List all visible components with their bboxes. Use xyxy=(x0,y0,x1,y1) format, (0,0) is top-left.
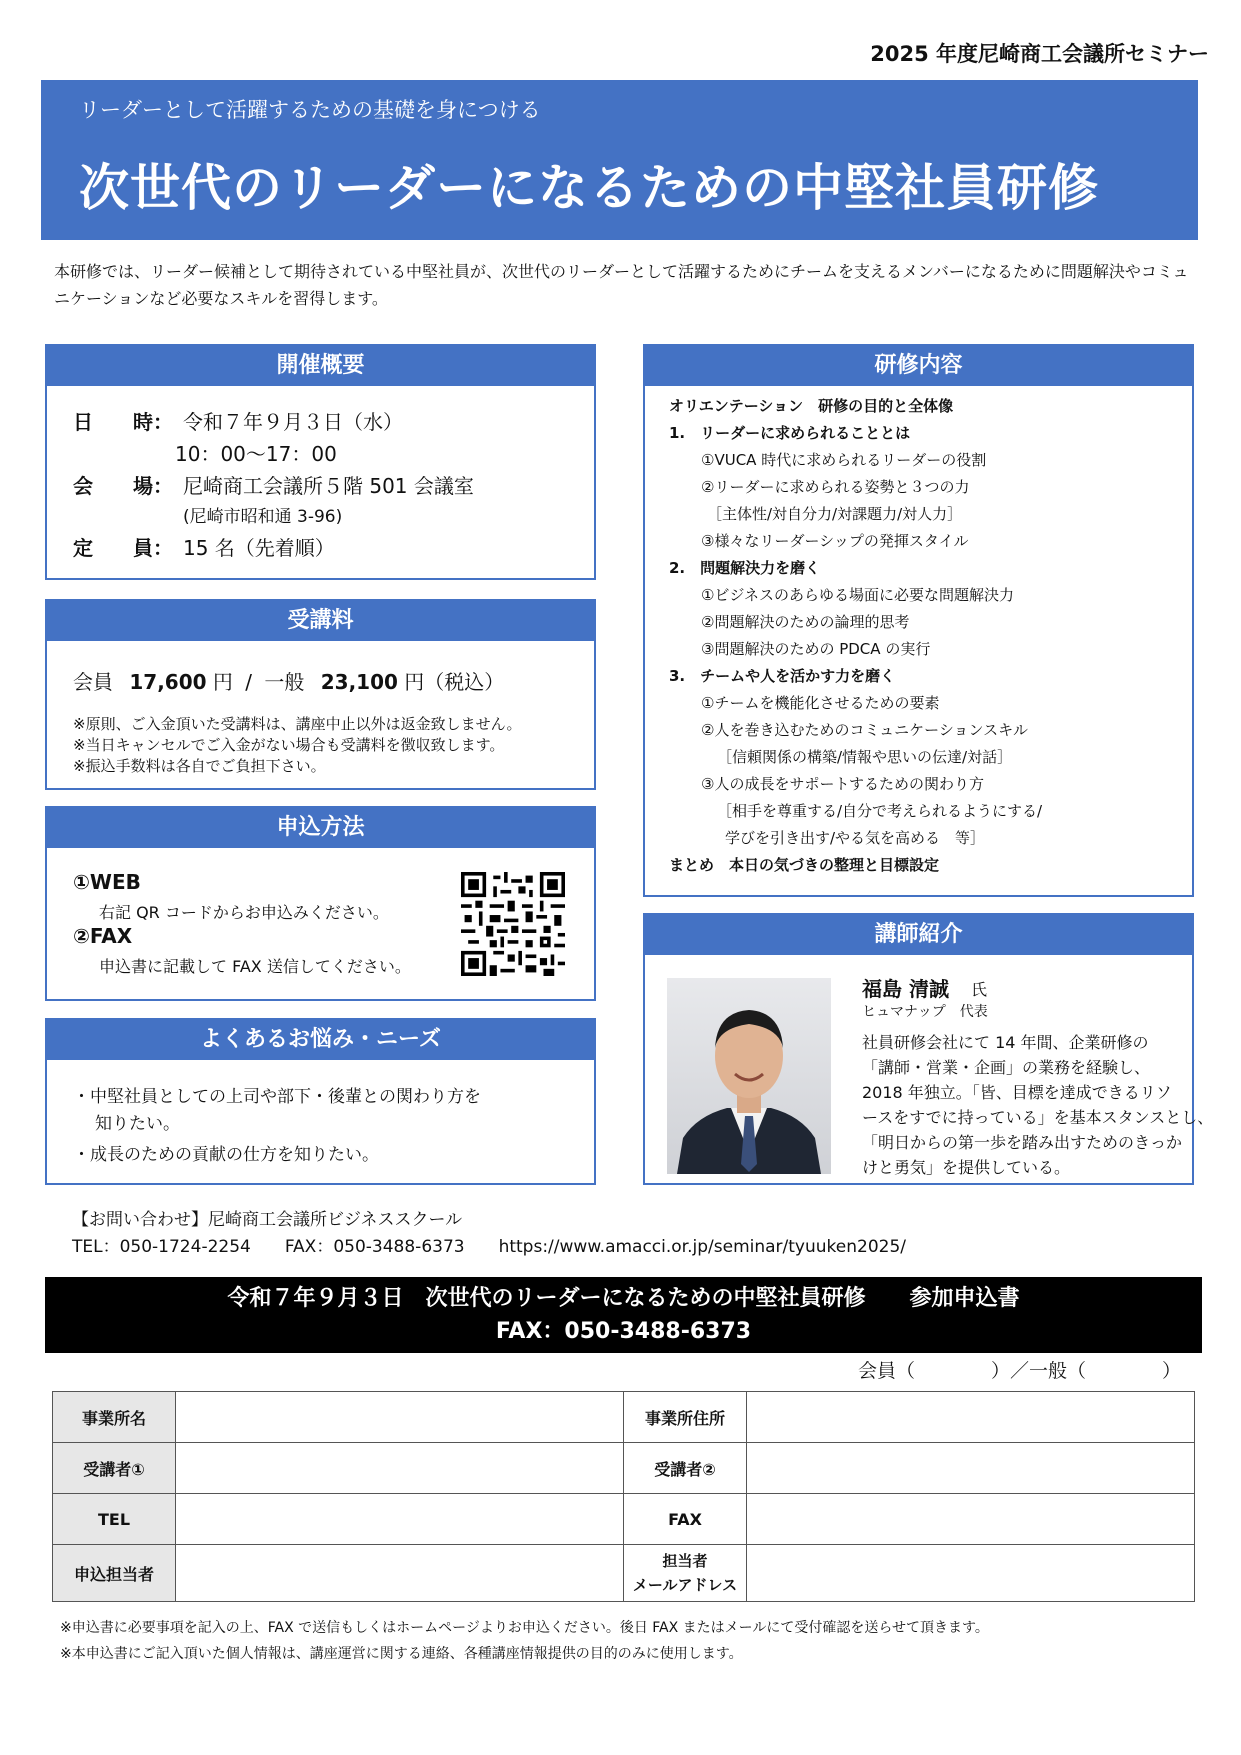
curriculum-item: ③人の成長をサポートするための関わり方 xyxy=(701,775,984,793)
qr-code[interactable] xyxy=(461,872,565,976)
venue-label: 会 場： xyxy=(73,474,173,498)
capacity-value: 15 名（先着順） xyxy=(183,536,335,560)
instructor-bio-line: けと勇気」を提供している。 xyxy=(862,1158,1071,1177)
curriculum-item: ②リーダーに求められる姿勢と３つの力 xyxy=(701,478,970,496)
web-desc: 右記 QR コードからお申込みください。 xyxy=(99,903,389,922)
curriculum-section: 1. リーダーに求められることとは xyxy=(669,424,911,442)
curriculum-item: 学びを引き出す/やる気を高める 等］ xyxy=(725,829,986,847)
contact-line[interactable]: TEL：050-1724-2254 FAX：050-3488-6373 https://www.amacci.or.jp/seminar/tyuuken2025/ xyxy=(72,1237,907,1257)
fee-note: ※振込手数料は各自でご負担下さい。 xyxy=(73,757,326,775)
instructor-heading: 講師紹介 xyxy=(645,915,1192,955)
time-value: 10：00～17：00 xyxy=(175,442,337,466)
person-contact-field[interactable] xyxy=(747,1545,1195,1602)
capacity-label: 定 員： xyxy=(73,536,173,560)
curriculum-summary: まとめ 本日の気づきの整理と目標設定 xyxy=(669,856,940,874)
web-title: ①WEB xyxy=(73,870,141,894)
apply-heading: 申込方法 xyxy=(47,808,594,848)
instructor-bio-line: ースをすでに持っている」を基本スタンスとし、 xyxy=(862,1108,1214,1127)
curriculum-box xyxy=(643,344,1194,897)
curriculum-item: ①VUCA 時代に求められるリーダーの役割 xyxy=(701,451,987,469)
curriculum-section: 2. 問題解決力を磨く xyxy=(669,559,821,577)
intro-text: 本研修では、リーダー候補として期待されている中堅社員が、次世代のリーダーとして活躍するためにチームを支えるメンバーになるために問題解決やコミュニケーションなど必要なスキルを習得します。 xyxy=(54,262,1189,308)
form-note: ※本申込書にご記入頂いた個人情報は、講座運営に関する連絡、各種講座情報提供の目的のみに使用します。 xyxy=(60,1646,743,1662)
application-form xyxy=(52,1391,1195,1602)
overview-box xyxy=(45,344,596,580)
title-banner xyxy=(41,80,1198,240)
attendee1-field[interactable] xyxy=(176,1443,624,1494)
need-item: ・成長のための貢献の仕方を知りたい。 xyxy=(73,1145,379,1165)
office-address-label: 事業所住所 xyxy=(624,1392,747,1443)
banner-subtitle: リーダーとして活躍するための基礎を身につける xyxy=(79,98,541,122)
venue-address: (尼崎市昭和通 3-96) xyxy=(183,507,343,527)
overview-heading: 開催概要 xyxy=(47,346,594,386)
instructor-bio-line: 「講師・営業・企画」の業務を経験し、 xyxy=(862,1058,1151,1077)
form-note: ※申込書に必要事項を記入の上、FAX で送信もしくはホームページよりお申込ください。後日 FAX またはメールにて受付確認を送らせて頂きます。 xyxy=(60,1620,989,1636)
attendee1-label: 受講者① xyxy=(53,1443,176,1494)
attendee2-label: 受講者② xyxy=(624,1443,747,1494)
yen-1: 円 xyxy=(212,670,233,694)
curriculum-item: ③問題解決のための PDCA の実行 xyxy=(701,640,931,658)
office-name-label: 事業所名 xyxy=(53,1392,176,1443)
member-select[interactable]: 会員（ ）／一般（ ） xyxy=(857,1360,1181,1382)
instructor-title: ヒュマナップ 代表 xyxy=(862,1004,988,1020)
curriculum-item: ①チームを機能化させるための要素 xyxy=(701,694,940,712)
member-label: 会員 xyxy=(73,670,113,694)
curriculum-orientation: オリエンテーション 研修の目的と全体像 xyxy=(669,397,954,415)
general-price: 23,100 xyxy=(320,670,398,694)
curriculum-item: ［主体性/対自分力/対課題力/対人力］ xyxy=(707,505,963,523)
date-label: 日 時： xyxy=(73,410,173,434)
tel-field[interactable] xyxy=(176,1494,624,1545)
person-field[interactable] xyxy=(176,1545,624,1602)
need-item-cont: 知りたい。 xyxy=(95,1114,180,1134)
instructor-bio-line: 社員研修会社にて 14 年間、企業研修の xyxy=(862,1033,1149,1052)
fee-heading: 受講料 xyxy=(47,601,594,641)
person-label: 申込担当者 xyxy=(53,1545,176,1602)
tax-note: 円（税込） xyxy=(404,670,505,694)
banner-title: 次世代のリーダーになるための中堅社員研修 xyxy=(79,159,1099,217)
application-title: 令和７年９月３日 次世代のリーダーになるための中堅社員研修 参加申込書 xyxy=(227,1286,1020,1311)
needs-box xyxy=(45,1018,596,1185)
date-value: 令和７年９月３日（水） xyxy=(183,410,403,434)
curriculum-item: ①ビジネスのあらゆる場面に必要な問題解決力 xyxy=(701,586,1014,604)
fee-separator: / xyxy=(245,670,253,694)
curriculum-item: ［相手を尊重する/自分で考えられるようにする/ xyxy=(717,802,1043,820)
person-contact-line1: 担当者 xyxy=(662,1552,708,1570)
tel-label: TEL xyxy=(53,1494,176,1545)
curriculum-item: ②問題解決のための論理的思考 xyxy=(701,613,910,631)
fee-note: ※原則、ご入金頂いた受講料は、講座中止以外は返金致しません。 xyxy=(73,715,522,733)
fax-field[interactable] xyxy=(747,1494,1195,1545)
instructor-box xyxy=(643,913,1214,1185)
application-fax: FAX：050-3488-6373 xyxy=(495,1319,752,1344)
attendee2-field[interactable] xyxy=(747,1443,1195,1494)
office-name-field[interactable] xyxy=(176,1392,624,1443)
fee-line xyxy=(73,666,504,695)
fax-label: FAX xyxy=(624,1494,747,1545)
apply-box xyxy=(45,806,596,1001)
need-item: ・中堅社員としての上司や部下・後輩との関わり方を xyxy=(73,1087,481,1107)
member-price: 17,600 xyxy=(129,670,207,694)
office-address-field[interactable] xyxy=(747,1392,1195,1443)
application-bar xyxy=(45,1277,1202,1353)
fee-box xyxy=(45,599,596,790)
fax-title: ②FAX xyxy=(73,924,133,948)
venue-value: 尼崎商工会議所５階 501 会議室 xyxy=(183,474,474,498)
curriculum-item: ③様々なリーダーシップの発揮スタイル xyxy=(701,532,969,550)
fax-desc: 申込書に記載して FAX 送信してください。 xyxy=(99,957,411,976)
curriculum-section: 3. チームや人を活かす力を磨く xyxy=(669,667,896,685)
instructor-bio-line: 「明日からの第一歩を踏み出すためのきっか xyxy=(862,1133,1183,1152)
instructor-bio-line: 2018 年独立。「皆、目標を達成できるリソ xyxy=(862,1083,1172,1102)
header-year: 2025 年度尼崎商工会議所セミナー xyxy=(870,42,1209,66)
contact-label: 【お問い合わせ】尼崎商工会議所ビジネススクール xyxy=(72,1210,463,1230)
curriculum-item: ［信頼関係の構築/情報や思いの伝達/対話］ xyxy=(717,748,1013,766)
person-contact-label xyxy=(624,1545,747,1602)
instructor-photo xyxy=(667,978,831,1174)
needs-heading: よくあるお悩み・ニーズ xyxy=(47,1020,594,1060)
curriculum-heading: 研修内容 xyxy=(645,346,1192,386)
fee-note: ※当日キャンセルでご入金がない場合も受講料を徴収致します。 xyxy=(73,736,505,754)
instructor-name: 福島 清誠 xyxy=(862,977,949,1001)
general-label: 一般 xyxy=(264,670,305,694)
person-contact-line2: メールアドレス xyxy=(632,1576,738,1594)
instructor-honorific: 氏 xyxy=(971,980,988,999)
curriculum-item: ②人を巻き込むためのコミュニケーションスキル xyxy=(701,721,1028,739)
